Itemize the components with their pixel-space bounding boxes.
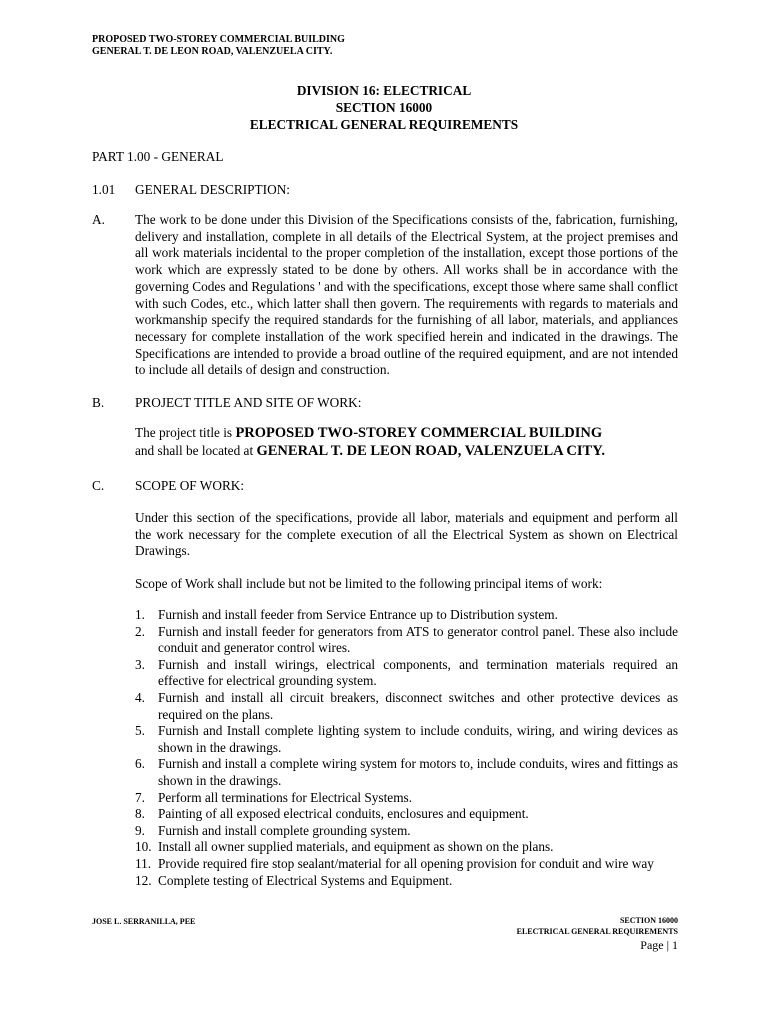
header-location-line: GENERAL T. DE LEON ROAD, VALENZUELA CITY.	[92, 46, 333, 57]
list-item	[135, 873, 678, 890]
footer-section-title: ELECTRICAL GENERAL REQUIREMENTS	[516, 927, 678, 936]
title-block	[0, 82, 768, 133]
list-item	[135, 806, 678, 823]
list-item-number: 9.	[135, 822, 145, 838]
list-item-text: Furnish and install feeder for generators from ATS to generator control panel. These also include conduit and generator control wires.	[158, 623, 678, 656]
section-number: SECTION 16000	[335, 100, 433, 115]
list-item-number: 3.	[135, 656, 145, 672]
list-item-number: 1.	[135, 607, 145, 622]
list-item	[135, 690, 678, 723]
list-item	[135, 624, 678, 657]
scope-lead: Scope of Work shall include but not be limited to the following principal items of work:	[135, 576, 603, 591]
list-item-number: 5.	[135, 723, 145, 739]
list-item-text: Furnish and install wirings, electrical components, and termination materials required an effective for electrical grounding system.	[158, 656, 678, 689]
item-c-label: C.	[92, 478, 105, 493]
project-title-prefix: The project title is	[135, 425, 236, 440]
list-item	[135, 823, 678, 840]
division-title: DIVISION 16: ELECTRICAL	[296, 83, 472, 98]
list-item-text: Complete testing of Electrical Systems and Equipment.	[158, 872, 453, 888]
list-item	[135, 856, 678, 873]
clause-heading: GENERAL DESCRIPTION:	[135, 182, 291, 197]
project-title-line	[135, 425, 602, 442]
list-item-number: 8.	[135, 806, 145, 822]
list-item	[135, 723, 678, 756]
list-item-text: Furnish and install complete grounding system.	[158, 822, 411, 838]
list-item-text: Painting of all exposed electrical conduits, enclosures and equipment.	[158, 806, 529, 822]
list-item	[135, 607, 678, 624]
page-number: Page | 1	[640, 938, 678, 952]
list-item-number: 4.	[135, 689, 145, 705]
scope-list	[135, 607, 678, 889]
item-c-heading: SCOPE OF WORK:	[135, 478, 245, 493]
list-item-text: Furnish and Install complete lighting system to include conduits, wiring, and wiring devices as shown in the drawings.	[158, 723, 678, 755]
section-title: ELECTRICAL GENERAL REQUIREMENTS	[249, 117, 519, 132]
list-item-text: Perform all terminations for Electrical Systems.	[158, 789, 413, 805]
list-item	[135, 839, 678, 856]
list-item-text: Furnish and install a complete wiring system for motors to, include conduits, wires and fittings as shown in the drawings.	[158, 756, 678, 788]
list-item	[135, 756, 678, 789]
list-item-text: Furnish and install all circuit breakers, disconnect switches and other protective devices as required on the plans.	[158, 689, 678, 722]
list-item-number: 2.	[135, 623, 145, 639]
footer-author: JOSE L. SERRANILLA, PEE	[92, 917, 196, 926]
part-heading: PART 1.00 - GENERAL	[92, 149, 224, 164]
footer-section-number: SECTION 16000	[619, 916, 678, 925]
project-title: PROPOSED TWO-STOREY COMMERCIAL BUILDING	[235, 425, 603, 441]
list-item-text: Furnish and install feeder from Service Entrance up to Distribution system.	[158, 607, 558, 622]
item-a-text: The work to be done under this Division of the Specifications consists of the, fabrication, furnishing, delivery and installation, complete in all details of the Electrical System, at the project premises and all work materials incidental to the proper completion of the installation, except those portions of the work which are expressly stated to be done by others. All works shall be in accordance with the governing Codes and Regulations ' and with the specifications, except those where same shall conflict with such Codes, etc., which latter shall then govern. The requirements with regards to materials and workmanship specify the required standards for the furnishing of all labor, materials, and appliances necessary for complete installation of the work specified herein and indicated in the drawings. The Specifications are intended to provide a broad outline of the required equipment, and are not intended to include all details of design and construction.	[135, 212, 678, 378]
item-b-label: B.	[92, 395, 105, 410]
project-location: GENERAL T. DE LEON ROAD, VALENZUELA CITY.	[256, 443, 605, 459]
list-item-number: 12.	[135, 872, 152, 888]
list-item-number: 11.	[135, 855, 152, 871]
list-item-text: Provide required fire stop sealant/material for all opening provision for conduit and wire way	[158, 855, 654, 871]
scope-intro: Under this section of the specifications, provide all labor, materials and equipment and perform all the work necessary for the complete execution of all the Electrical System as shown on Electrical Drawings.	[135, 510, 678, 559]
list-item-number: 7.	[135, 789, 145, 805]
item-a-label: A.	[92, 212, 105, 227]
list-item	[135, 657, 678, 690]
project-location-line	[135, 443, 605, 460]
list-item	[135, 790, 678, 807]
item-b-heading: PROJECT TITLE AND SITE OF WORK:	[135, 395, 362, 410]
list-item-number: 6.	[135, 756, 145, 772]
header-project-line: PROPOSED TWO-STOREY COMMERCIAL BUILDING	[92, 34, 345, 45]
list-item-number: 10.	[135, 839, 152, 855]
list-item-text: Install all owner supplied materials, and equipment as shown on the plans.	[158, 839, 554, 855]
footer-section-info	[517, 915, 678, 953]
clause-number: 1.01	[92, 182, 116, 197]
project-location-prefix: and shall be located at	[135, 443, 257, 458]
running-header	[92, 34, 345, 58]
